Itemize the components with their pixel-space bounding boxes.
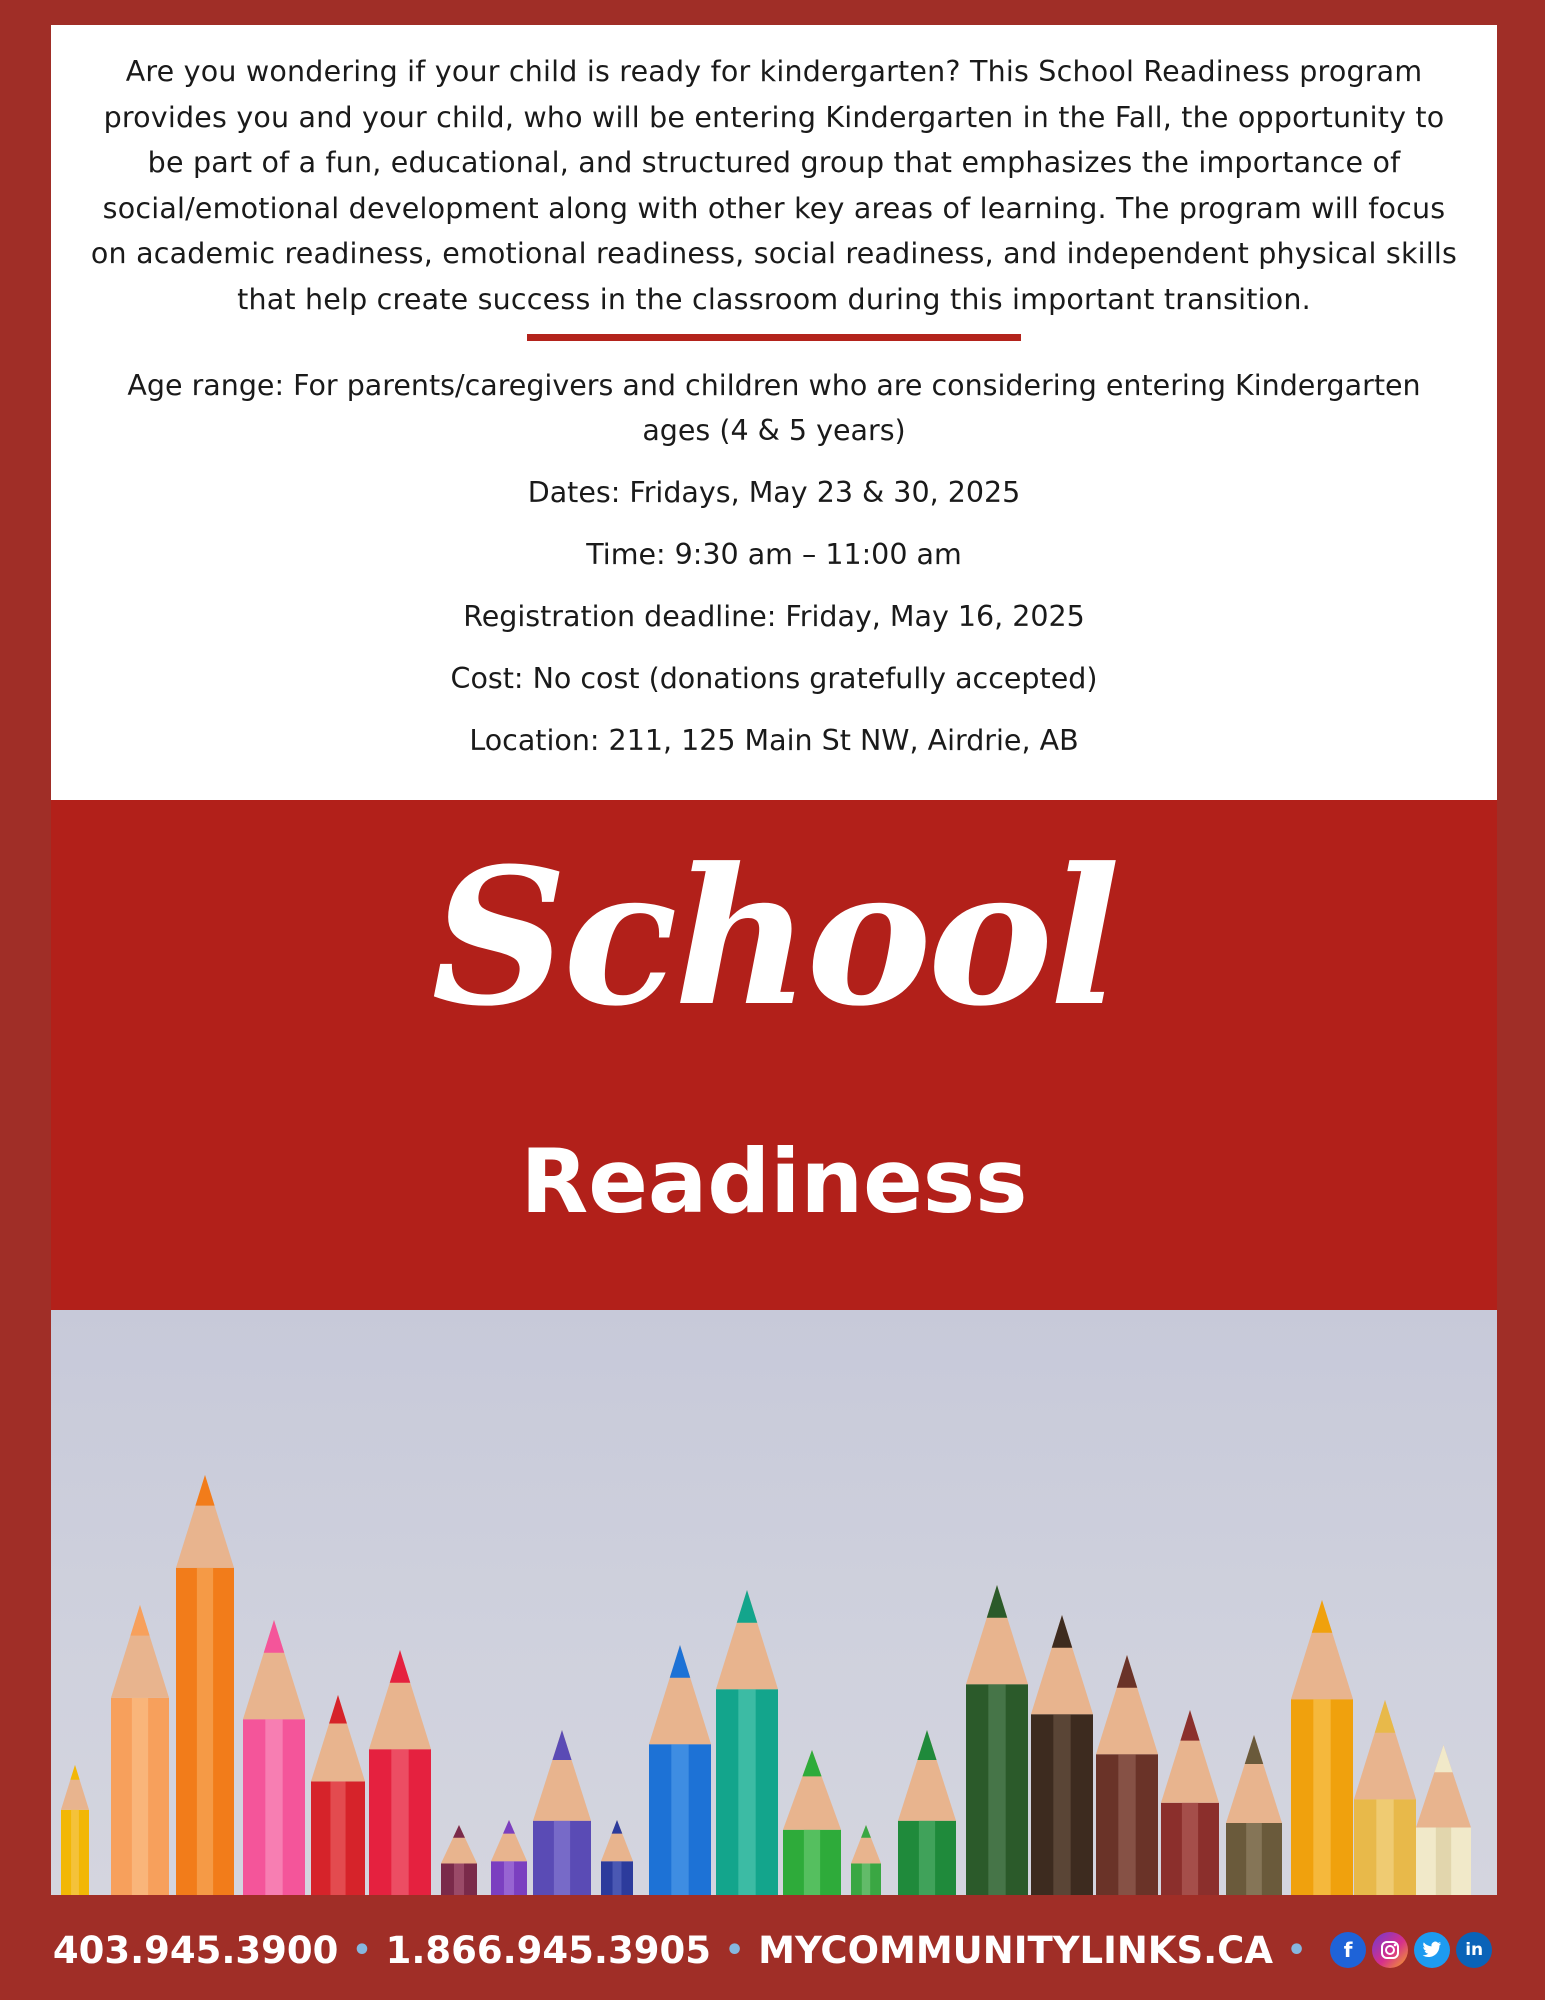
age-range-text: Age range: For parents/caregivers and children who are considering entering Kindergarten ages (4 & 5 years) xyxy=(127,369,1421,447)
red-divider xyxy=(527,334,1021,341)
contact-footer xyxy=(0,1900,1545,2000)
intro-paragraph: Are you wondering if your child is ready for kindergarten? This School Readiness program provides you and your child, who will be entering Kindergarten in the Fall, the opportunity to be part of a fun, educational, and structured group that emphasizes the importance of social/emotional development along with other key areas of learning. The program will focus on academic readiness, emotional readiness, social readiness, and independent physical skills that help create success in the classroom during this important transition. xyxy=(90,55,1458,316)
pencil xyxy=(601,1820,633,1895)
pencil xyxy=(1161,1710,1219,1895)
pencil xyxy=(898,1730,956,1895)
website-link[interactable]: MYCOMMUNITYLINKS.CA xyxy=(758,1928,1273,1972)
separator-dot: • xyxy=(724,1932,745,1968)
pencils-illustration xyxy=(51,1310,1497,1895)
pencil xyxy=(441,1825,477,1895)
pencil xyxy=(491,1820,527,1895)
title-band xyxy=(51,800,1497,1310)
separator-dot: • xyxy=(352,1932,372,1968)
cost-text: Cost: No cost (donations gratefully accepted) xyxy=(450,662,1098,695)
pencil xyxy=(1354,1700,1416,1895)
pencil xyxy=(1416,1745,1471,1895)
linkedin-icon[interactable]: in xyxy=(1456,1932,1492,1968)
pencil xyxy=(61,1765,89,1895)
pencil xyxy=(1096,1655,1158,1895)
pencil xyxy=(966,1585,1028,1895)
twitter-icon[interactable] xyxy=(1414,1932,1450,1968)
time-text: Time: 9:30 am – 11:00 am xyxy=(586,538,962,571)
location-text: Location: 211, 125 Main St NW, Airdrie, AB xyxy=(469,724,1079,757)
pencil xyxy=(369,1650,431,1895)
facebook-icon[interactable]: f xyxy=(1330,1932,1366,1968)
pencil xyxy=(1291,1600,1353,1895)
social-icons xyxy=(1330,1932,1492,1968)
deadline-text: Registration deadline: Friday, May 16, 2025 xyxy=(463,600,1085,633)
pencil xyxy=(1031,1615,1093,1895)
colored-pencils-photo xyxy=(51,1310,1497,1895)
phone-local[interactable]: 403.945.3900 xyxy=(52,1928,339,1972)
pencil xyxy=(243,1620,305,1895)
dates-text: Dates: Fridays, May 23 & 30, 2025 xyxy=(527,476,1021,509)
title-script: School xyxy=(431,827,1117,1048)
pencil xyxy=(311,1695,365,1895)
separator-dot: • xyxy=(1286,1932,1307,1968)
info-panel xyxy=(51,25,1497,800)
title-subtitle: Readiness xyxy=(520,1130,1028,1233)
pencil xyxy=(716,1590,778,1895)
pencil xyxy=(1226,1735,1282,1895)
pencil xyxy=(649,1645,711,1895)
instagram-icon[interactable] xyxy=(1372,1932,1408,1968)
pencil xyxy=(176,1475,234,1895)
pencil xyxy=(851,1825,881,1895)
pencil xyxy=(533,1730,591,1895)
pencil xyxy=(783,1750,841,1895)
phone-toll-free[interactable]: 1.866.945.3905 xyxy=(385,1928,711,1972)
pencil xyxy=(111,1605,169,1895)
